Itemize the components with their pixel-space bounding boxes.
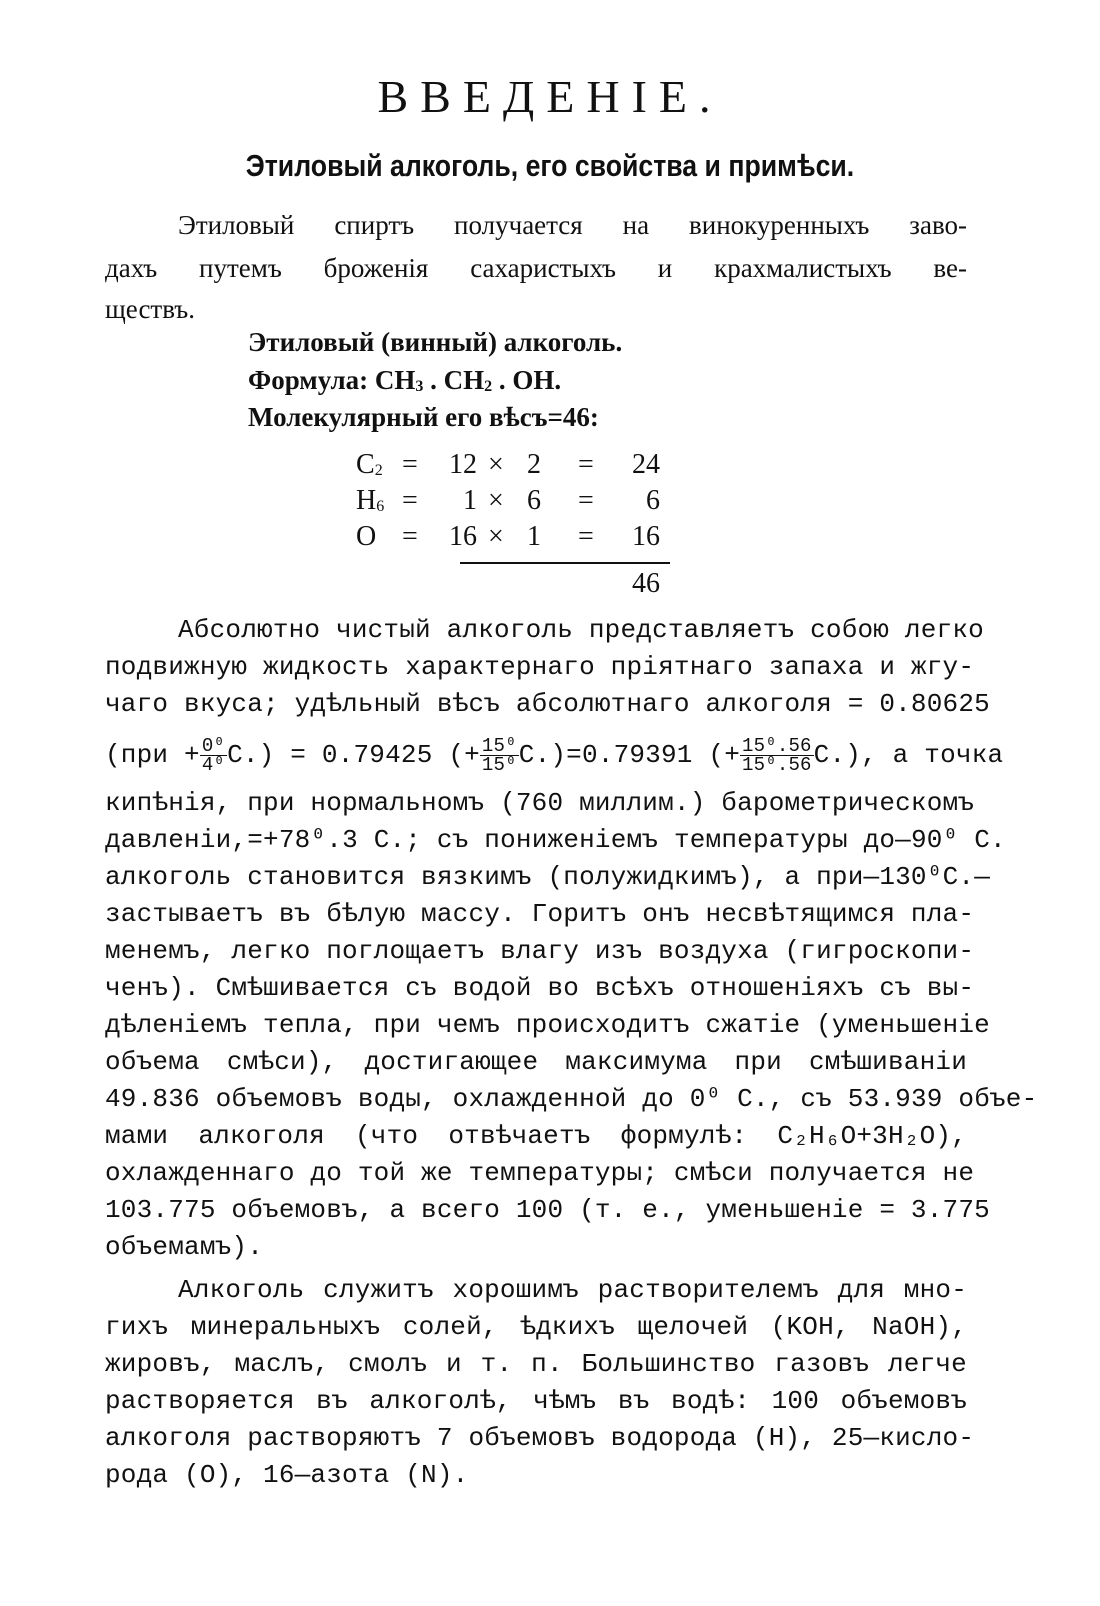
para2-line-3: жировъ, маслъ, смолъ и т. п. Большинство газовъ легче [105,1349,967,1379]
para2-line-1: Алкоголь служитъ хорошимъ растворителемъ для мно- [178,1275,967,1305]
molecular-weight-line: Молекулярный его вѣсъ=46: [248,402,599,432]
para1-line-7: алкоголь становится вязкимъ (полужидкимъ), а при—130⁰C.— [105,862,990,892]
calc-count: 2 [527,449,541,480]
formula-subscript: 2 [484,378,493,395]
intro-line-3: ществъ. [105,294,196,324]
para1-line-10: ченъ). Смѣшивается съ водой во всѣхъ отношеніяхъ съ вы- [105,973,975,1003]
calc-element: $H_6$ [356,485,385,516]
calc-times: × [488,485,504,516]
para1-line-16: 103.775 объемовъ, а всего 100 (т. е., уменьшеніе = 3.775 [105,1195,990,1225]
para1-line-14: мами алкоголя (что отвѣчаетъ формулѣ: C₂H₆O+3H₂O), [105,1121,967,1151]
calc-atomic-weight: 12 [449,449,477,480]
para2-line-2: гихъ минеральныхъ солей, ѣдкихъ щелочей (KOH, NaOH), [105,1312,967,1342]
para1-line-17: объемамъ). [105,1232,264,1262]
calc-times: × [488,449,504,480]
section-subtitle: Этиловый алкоголь, его свойства и примѣси. [245,148,855,183]
calc-count: 6 [527,485,541,516]
para1-line-8: застываетъ въ бѣлую массу. Горитъ онъ несвѣтящимся пла- [105,899,975,929]
para1-line-5: кипѣнія, при нормальномъ (760 миллим.) барометрическомъ [105,788,975,818]
fraction-denominator: 15⁰ [481,753,517,776]
para1-line-6: давленіи,=+78⁰.3 C.; съ пониженіемъ температуры до—90⁰ C. [105,825,1006,855]
text-run: C.) = 0.79425 (+ [227,740,480,770]
formula-part: . CH [423,365,485,395]
para1-line-4 [105,730,1004,780]
para1-line-15: охлажденнаго до той же температуры; смѣси получается не [105,1158,975,1188]
calc-result: 24 [632,449,660,480]
calc-atomic-weight: 16 [449,521,477,552]
text-run: C.)=0.79391 (+ [518,740,741,770]
fraction [480,734,519,776]
para1-line-11: дѣленіемъ тепла, при чемъ происходитъ сжатіе (уменьшеніе [105,1010,990,1040]
para2-line-6: рода (O), 16—азота (N). [105,1460,469,1490]
para1-line-1: Абсолютно чистый алкоголь представляетъ собою легко [178,615,984,645]
fraction-denominator: 4⁰ [201,753,226,776]
intro-line-2: дахъ путемъ броженія сахаристыхъ и крахмалистыхъ ве- [105,253,967,283]
para2-line-4: растворяется въ алкоголѣ, чѣмъ въ водѣ: 100 объемовъ [105,1386,967,1416]
calc-equals: = [578,485,594,516]
fraction-denominator: 15⁰.56 [742,753,812,776]
text-run: C.), а точка [813,740,1004,770]
intro-line-1: Этиловый спиртъ получается на винокуренныхъ заво- [178,210,967,240]
calc-times: × [488,521,504,552]
fraction-numerator: 15⁰ [481,734,517,757]
para1-line-9: менемъ, легко поглощаетъ влагу изъ воздуха (гигроскопи- [105,936,975,966]
fraction [740,734,814,776]
calc-atomic-weight: 1 [463,485,477,516]
formula-part: . OH. [492,365,562,395]
formula-subscript: 3 [415,378,424,395]
para1-line-13: 49.836 объемовъ воды, охлажденной до 0⁰ C., съ 53.939 объе- [105,1084,1038,1114]
calc-element: O [356,521,377,552]
calc-total: 46 [632,568,660,599]
para1-line-12: объема смѣси), достигающее максимума при смѣшиваніи [105,1047,967,1077]
formula-label: Формула: [248,365,375,395]
calc-element: $C_2$ [356,449,383,480]
text-run: (при + [105,740,200,770]
calc-count: 1 [527,521,541,552]
sum-rule [460,562,670,564]
fraction [200,734,227,776]
fraction-numerator: 0⁰ [201,734,226,757]
page-title: ВВЕДЕНІЕ. [377,71,723,122]
para1-line-3: чаго вкуса; удѣльный вѣсъ абсолютнаго алкоголя = 0.80625 [105,689,990,719]
fraction-numerator: 15⁰.56 [742,734,812,757]
para1-line-2: подвижную жидкость характернаго пріятнаго запаха и жгу- [105,652,975,682]
calc-equals: = [578,521,594,552]
calc-result: 6 [646,485,660,516]
formula-part: CH [374,365,416,395]
compound-name: Этиловый (винный) алкоголь. [248,327,623,357]
calc-equals: = [402,521,418,552]
calc-result: 16 [632,521,660,552]
calc-equals: = [578,449,594,480]
calc-equals: = [402,449,418,480]
calc-equals: = [402,485,418,516]
para2-line-5: алкоголя растворяютъ 7 объемовъ водорода (H), 25—кисло- [105,1423,975,1453]
